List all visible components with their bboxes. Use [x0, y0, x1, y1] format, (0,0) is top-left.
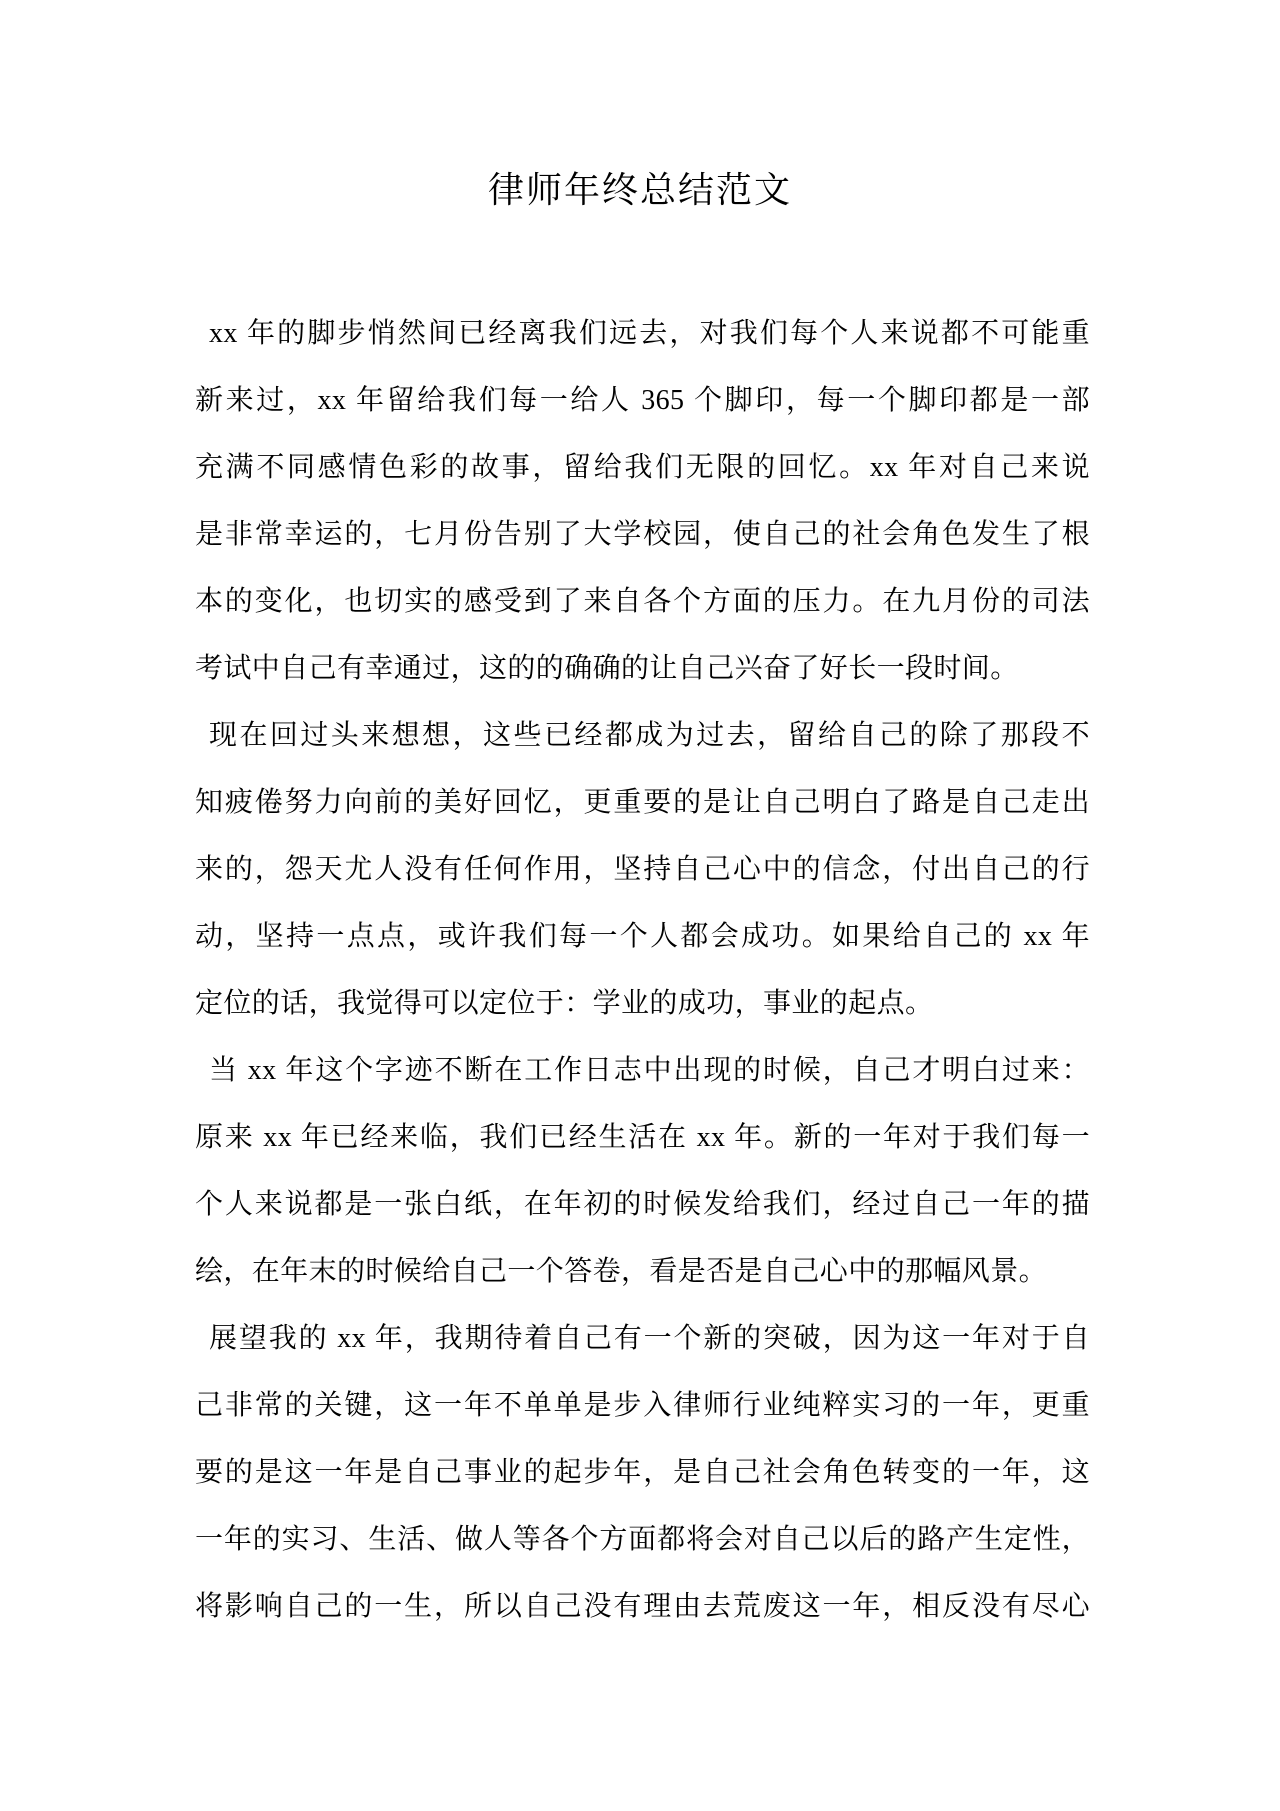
body-line: 一年的实习、生活、做人等各个方面都将会对自己以后的路产生定性， — [195, 1524, 1090, 1555]
body-line: 个人来说都是一张白纸，在年初的时候发给我们，经过自己一年的描 — [195, 1189, 1090, 1220]
body-line: 将影响自己的一生，所以自己没有理由去荒废这一年，相反没有尽心 — [195, 1591, 1090, 1622]
body-line: 充满不同感情色彩的故事，留给我们无限的回忆。xx 年对自己来说 — [195, 452, 1090, 483]
document-title: 律师年终总结范文 — [487, 170, 792, 210]
body-line: 原来 xx 年已经来临，我们已经生活在 xx 年。新的一年对于我们每一 — [195, 1122, 1090, 1153]
body-line: 新来过，xx 年留给我们每一给人 365 个脚印，每一个脚印都是一部 — [195, 385, 1090, 416]
body-line: 是非常幸运的，七月份告别了大学校园，使自己的社会角色发生了根 — [195, 519, 1090, 550]
body-line: 定位的话，我觉得可以定位于：学业的成功，事业的起点。 — [195, 988, 934, 1019]
document-body — [195, 300, 1090, 1640]
body-line: 要的是这一年是自己事业的起步年，是自己社会角色转变的一年，这 — [195, 1457, 1090, 1488]
body-line: xx 年的脚步悄然间已经离我们远去，对我们每个人来说都不可能重 — [209, 318, 1090, 349]
body-line: 考试中自己有幸通过，这的的确确的让自己兴奋了好长一段时间。 — [195, 653, 1019, 684]
body-line: 己非常的关键，这一年不单单是步入律师行业纯粹实习的一年，更重 — [195, 1390, 1090, 1421]
body-line: 现在回过头来想想，这些已经都成为过去，留给自己的除了那段不 — [209, 720, 1090, 751]
body-line: 绘，在年末的时候给自己一个答卷，看是否是自己心中的那幅风景。 — [195, 1256, 1048, 1287]
body-line: 当 xx 年这个字迹不断在工作日志中出现的时候，自己才明白过来： — [209, 1055, 1090, 1086]
body-line: 来的，怨天尤人没有任何作用，坚持自己心中的信念，付出自己的行 — [195, 854, 1090, 885]
body-line: 知疲倦努力向前的美好回忆，更重要的是让自己明白了路是自己走出 — [195, 787, 1090, 818]
body-line: 本的变化，也切实的感受到了来自各个方面的压力。在九月份的司法 — [195, 586, 1090, 617]
body-line: 动，坚持一点点，或许我们每一个人都会成功。如果给自己的 xx 年 — [195, 921, 1090, 952]
body-line: 展望我的 xx 年，我期待着自己有一个新的突破，因为这一年对于自 — [209, 1323, 1090, 1354]
